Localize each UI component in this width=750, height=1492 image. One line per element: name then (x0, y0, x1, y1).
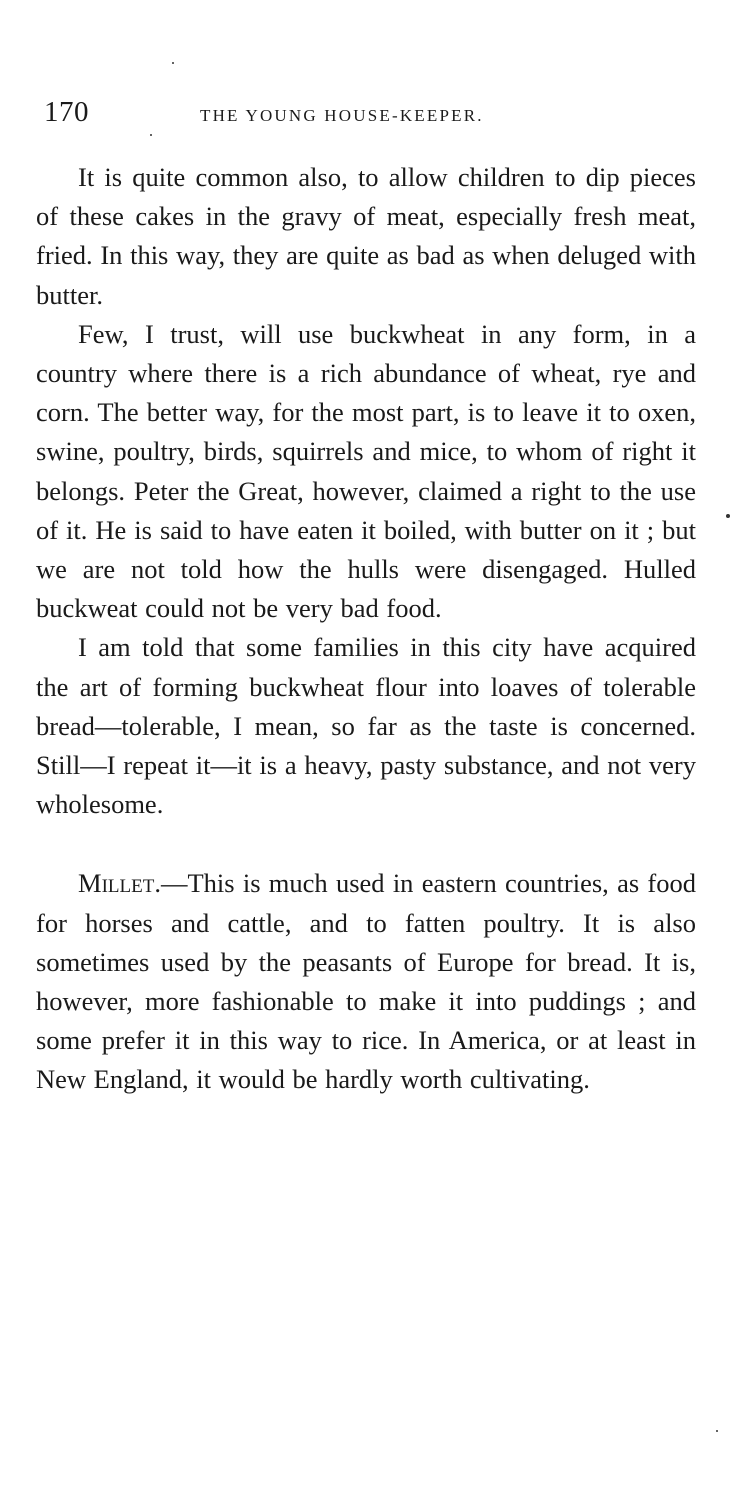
paragraph-buckwheat: Few, I trust, will use buckwheat in any form, in a country where there is a rich abundance of wheat, rye and corn. The better way, for the most part, is to leave it to oxen, swine, poultry, birds, squirrels and mice, to whom of right it belongs. Peter the Great, however, claimed a right to the use of it. He is said to have eaten it boiled, with butter on it ; but we are not told how the hulls were disengaged. Hulled buckweat could not be very bad food. (36, 318, 696, 624)
print-speck-bottom (716, 1430, 718, 1432)
body-text (36, 158, 696, 1100)
running-head (44, 96, 704, 136)
running-title: THE YOUNG HOUSE-KEEPER. (200, 106, 484, 125)
paragraph-buckwheat-bread: I am told that some families in this city have acquired the art of forming buckwheat flour into loaves of tolerable bread—tolerable, I mean, so far as the taste is concerned. Still—I repeat it—it is a heavy, pasty substance, and not very wholesome. (36, 632, 696, 820)
print-speck-top (172, 62, 174, 64)
millet-heading: Millet. (78, 868, 161, 899)
page-number: 170 (44, 96, 89, 128)
paragraph-millet (36, 864, 696, 1099)
millet-text: —This is much used in eastern countries, as food for horses and cattle, and to fatten poultry. It is also sometimes used by the peasants of Europe for bread. It is, however, more fashionable to make it into puddings ; and some prefer it in this way to rice. In America, or at least in New England, it would be hardly worth cultivating. (36, 868, 696, 1095)
section-gap (36, 824, 696, 864)
paragraph-dipping-cakes: It is quite common also, to allow children to dip pieces of these cakes in the gravy of meat, especially fresh meat, fried. In this way, they are quite as bad as when deluged with butter. (36, 162, 696, 310)
print-speck-margin (726, 514, 730, 518)
print-speck-header (150, 134, 152, 136)
